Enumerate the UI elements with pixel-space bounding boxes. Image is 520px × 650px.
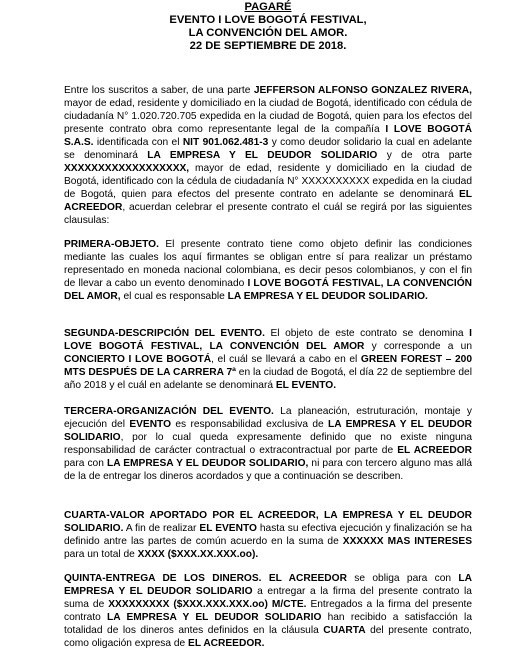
text-run: ni para con tercero alguno mas allá de la de entregar los dineros acordados y que a continuación se describen. xyxy=(64,458,472,482)
bold-text-run: CUARTA xyxy=(323,625,366,636)
bold-text-run: LA EMPRESA Y EL DEUDOR SOLIDARIO, xyxy=(106,458,309,469)
text-run: El objeto de este contrato se denomina xyxy=(264,328,470,339)
bold-text-run: I LOVE BOGOTÁ S.A.S. xyxy=(64,124,472,148)
text-run: El presente contrato tiene como objeto definir las condiciones mediante las cuales los aquí firmantes se obligan entre sí para realizar un préstamo representado en moneda nacional colombiana, es decir pesos colombianos, y con el fin de llevar a cabo un evento denominado xyxy=(64,239,472,289)
bold-text-run: CUARTA-VALOR APORTADO POR EL ACREEDOR, LA EMPRESA Y EL DEUDOR SOLIDARIO. xyxy=(64,510,472,534)
bold-text-run: GREEN FOREST – 200 MTS DESPUÉS DE LA CARRERA 7ª xyxy=(64,354,472,378)
bold-text-run: SEGUNDA-DESCRIPCIÓN DEL EVENTO. xyxy=(64,328,265,339)
bold-text-run: PRIMERA-OBJETO. xyxy=(64,239,159,250)
text-run: y corresponde a un xyxy=(364,341,473,352)
text-run: Entre los suscritos a saber, de una parte xyxy=(64,85,254,96)
bold-text-run: EL ACREEDOR xyxy=(397,445,472,456)
text-run xyxy=(261,573,268,584)
bold-text-run: XXXX ($XXX.XX.XXX.oo). xyxy=(137,549,259,560)
document-page xyxy=(64,0,473,649)
document-header xyxy=(64,0,472,53)
document-title: PAGARÉ xyxy=(244,1,292,13)
bold-text-run: XXXXXX MAS INTERESES xyxy=(342,536,473,547)
bold-text-run: EL ACREEDOR xyxy=(268,573,347,584)
bold-text-run: EL ACREEDOR xyxy=(64,189,472,213)
bold-text-run: LA EMPRESA Y EL DEUDOR SOLIDARIO xyxy=(147,150,378,161)
text-run: , por lo cual queda expresamente definido que no existe ninguna responsabilidad de carácter contractual o extracontractual por parte de xyxy=(64,432,472,456)
text-run: Entregados a la firma del presente contrato xyxy=(64,599,472,623)
text-run: , el cuál se llevará a cabo en el xyxy=(211,354,361,365)
bold-text-run: EL ACREEDOR. xyxy=(188,638,265,649)
bold-text-run: QUINTA-ENTREGA DE LOS DINEROS. xyxy=(64,573,262,584)
text-run: han recibido a satisfacción la totalidad de los dineros antes definidos en la cláusula xyxy=(64,612,472,636)
bold-text-run: LA EMPRESA Y EL DEUDOR SOLIDARIO xyxy=(64,419,472,443)
bold-text-run: XXXXXXXXXXXXXXXXXX, xyxy=(64,163,190,174)
text-run: La planeación, estruturación, montaje y ejecución del xyxy=(64,406,472,430)
text-run: se obliga para con xyxy=(346,573,459,584)
bold-text-run: XXXXXXXXX ($XXX.XXX.XXX.oo) M/CTE. xyxy=(108,599,307,610)
text-run: el cual es responsable xyxy=(120,291,228,302)
text-run: mayor de edad, residente y domiciliado en la ciudad de Bogotá, identificado con cédula de ciudadanía N° 1.020.720.705 expedida en la ciudad de Bogotá, quien para los efectos del presente contrato obra como representante legal de la compañía xyxy=(64,98,472,135)
bold-text-run: I LOVE BOGOTÁ FESTIVAL, LA CONVENCIÓN DEL AMOR xyxy=(64,328,472,352)
clause-primera xyxy=(64,238,472,303)
text-run: en la ciudad de Bogotá, el día 22 de septiembre del año 2018 y el cuál en adelante se denominará xyxy=(64,367,472,391)
text-run: del presente contrato, como oligación expresa de xyxy=(64,625,472,649)
bold-text-run: LA EMPRESA Y EL DEUDOR SOLIDARIO xyxy=(107,612,322,623)
clause-quinta xyxy=(64,572,472,650)
bold-text-run: NIT 901.062.481-3 xyxy=(182,137,269,148)
text-run: a entregar a la firma del presente contrato la suma de xyxy=(64,586,472,610)
intro-paragraph xyxy=(64,84,472,227)
bold-text-run: EL EVENTO. xyxy=(275,380,337,391)
bold-text-run: LA EMPRESA Y EL DEUDOR SOLIDARIO. xyxy=(227,291,428,302)
text-run: para un total de xyxy=(64,549,138,560)
text-run: y como deudor solidario la cual en adelante se denominará xyxy=(64,137,472,161)
event-subtitle-line: LA CONVENCIÓN DEL AMOR. xyxy=(188,27,348,39)
bold-text-run: CONCIERTO I LOVE BOGOTÁ xyxy=(64,354,212,365)
clause-cuarta xyxy=(64,509,472,561)
event-name-line: EVENTO I LOVE BOGOTÁ FESTIVAL, xyxy=(169,14,367,26)
clause-tercera xyxy=(64,405,472,483)
bold-text-run: JEFFERSON ALFONSO GONZALEZ RIVERA, xyxy=(253,85,472,96)
text-run: , acuerdan celebrar el presente contrato el cuál se regirá por las siguientes clausulas: xyxy=(64,202,472,226)
text-run: mayor de edad, residente y domiciliado en la ciudad de Bogotá, identificado con la cédula de ciudadanía N° XXXXXXXXXX expedida en la ciudad de Bogotá, quien para efectos del presente contrato en adelante se denominará xyxy=(64,163,472,200)
text-run: identificada con el xyxy=(93,137,183,148)
bold-text-run: EL EVENTO xyxy=(199,523,257,534)
text-run: y de otra parte xyxy=(377,150,472,161)
text-run: hasta su efectiva ejecución y finalización se ha definido antre las partes de común acuerdo en la suma de xyxy=(64,523,472,547)
text-run: para con xyxy=(64,458,107,469)
bold-text-run: LA EMPRESA Y EL DEUDOR SOLIDARIO xyxy=(64,573,472,597)
text-run: A fin de realizar xyxy=(123,523,200,534)
bold-text-run: I LOVE BOGOTÁ FESTIVAL, LA CONVENCIÓN DEL AMOR, xyxy=(64,278,472,302)
text-run: es responsabilidad exclusiva de xyxy=(171,419,329,430)
bold-text-run: EVENTO xyxy=(129,419,172,430)
event-date-line: 22 DE SEPTIEMBRE DE 2018. xyxy=(189,40,347,52)
clause-segunda xyxy=(64,327,472,392)
bold-text-run: TERCERA-ORGANIZACIÓN DEL EVENTO. xyxy=(64,406,274,417)
